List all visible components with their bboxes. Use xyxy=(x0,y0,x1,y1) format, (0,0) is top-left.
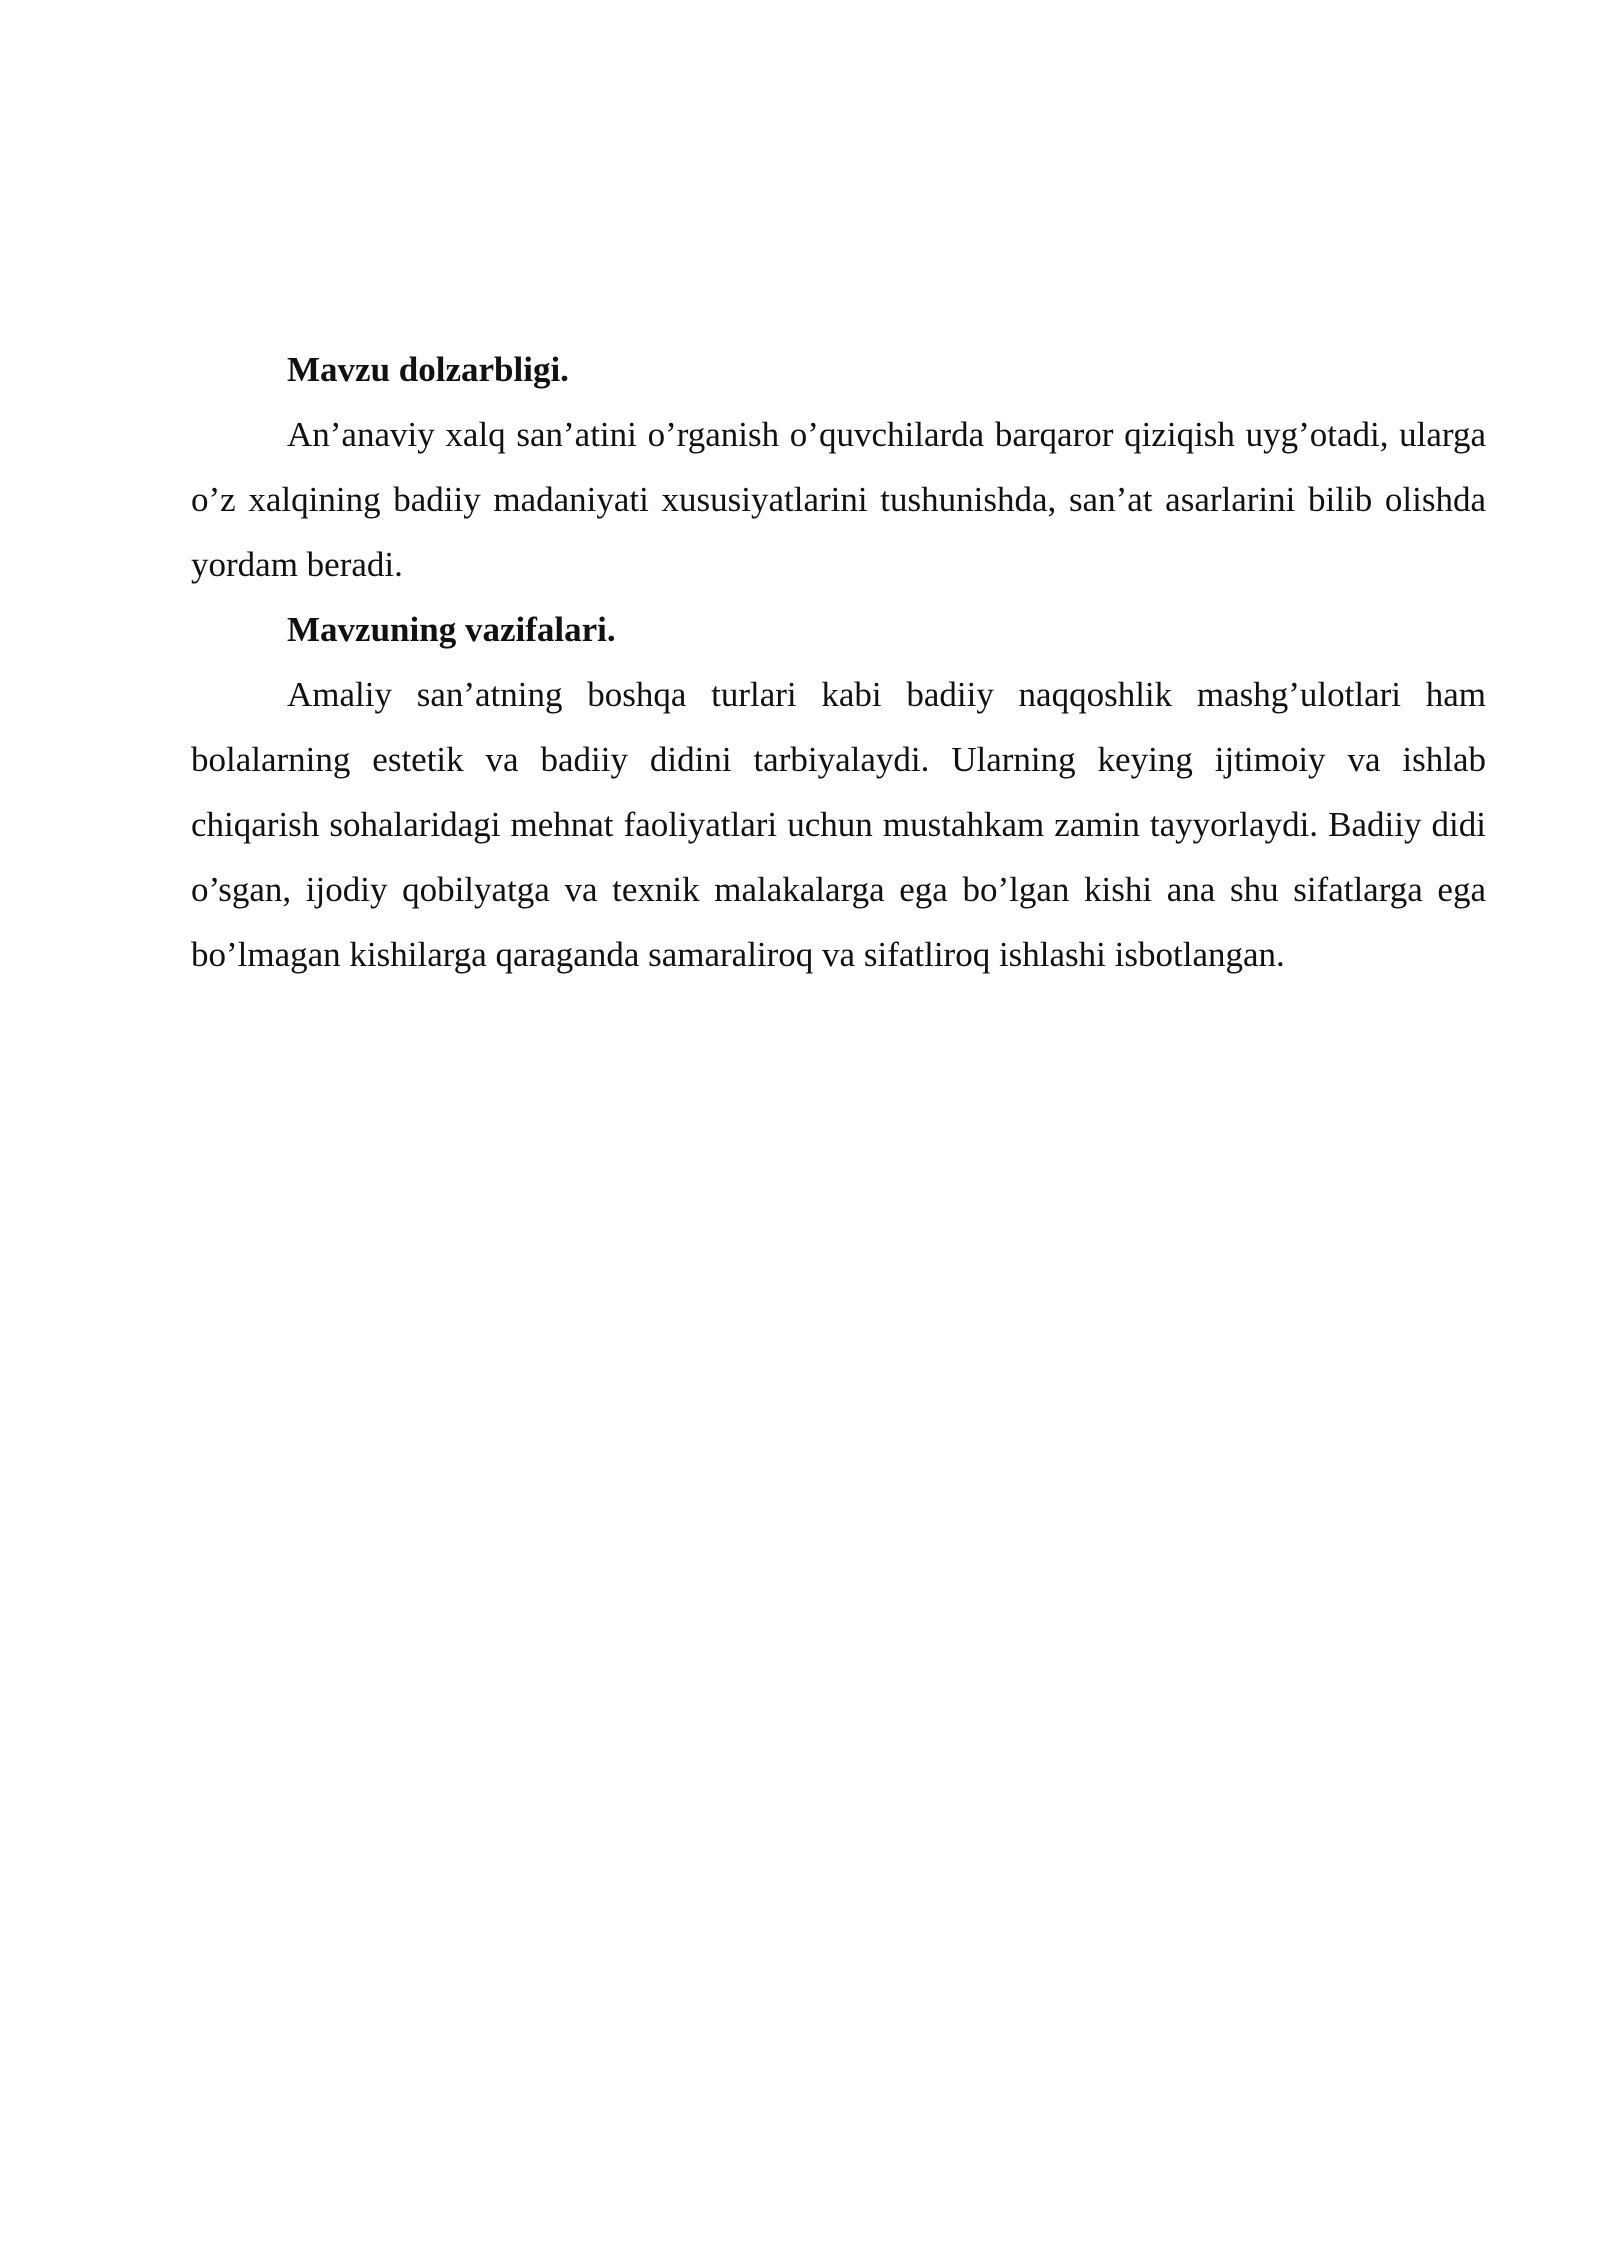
document-body xyxy=(191,337,1486,987)
section-heading-relevance: Mavzu dolzarbligi. xyxy=(287,350,569,389)
section-heading-tasks: Mavzuning vazifalari. xyxy=(287,610,616,649)
paragraph-tasks: Amaliy san’atning boshqa turlari kabi badiiy naqqoshlik mashg’ulotlari ham bolalarning estetik va badiiy didini tarbiyalaydi. Ularning keying ijtimoiy va ishlab chiqarish sohalaridagi mehnat faoliyatlari uchun mustahkam zamin tayyorlaydi. Badiiy didi o’sgan, ijodiy qobilyatga va texnik malakalarga ega bo’lgan kishi ana shu sifatlarga ega bo’lmagan kishilarga qaraganda samaraliroq va sifatliroq ishlashi isbotlangan. xyxy=(191,675,1486,974)
paragraph-relevance: An’anaviy xalq san’atini o’rganish o’quvchilarda barqaror qiziqish uyg’otadi, ularga o’z xalqining badiiy madaniyati xususiyatlarini tushunishda, san’at asarlarini bilib olishda yordam beradi. xyxy=(191,415,1486,584)
